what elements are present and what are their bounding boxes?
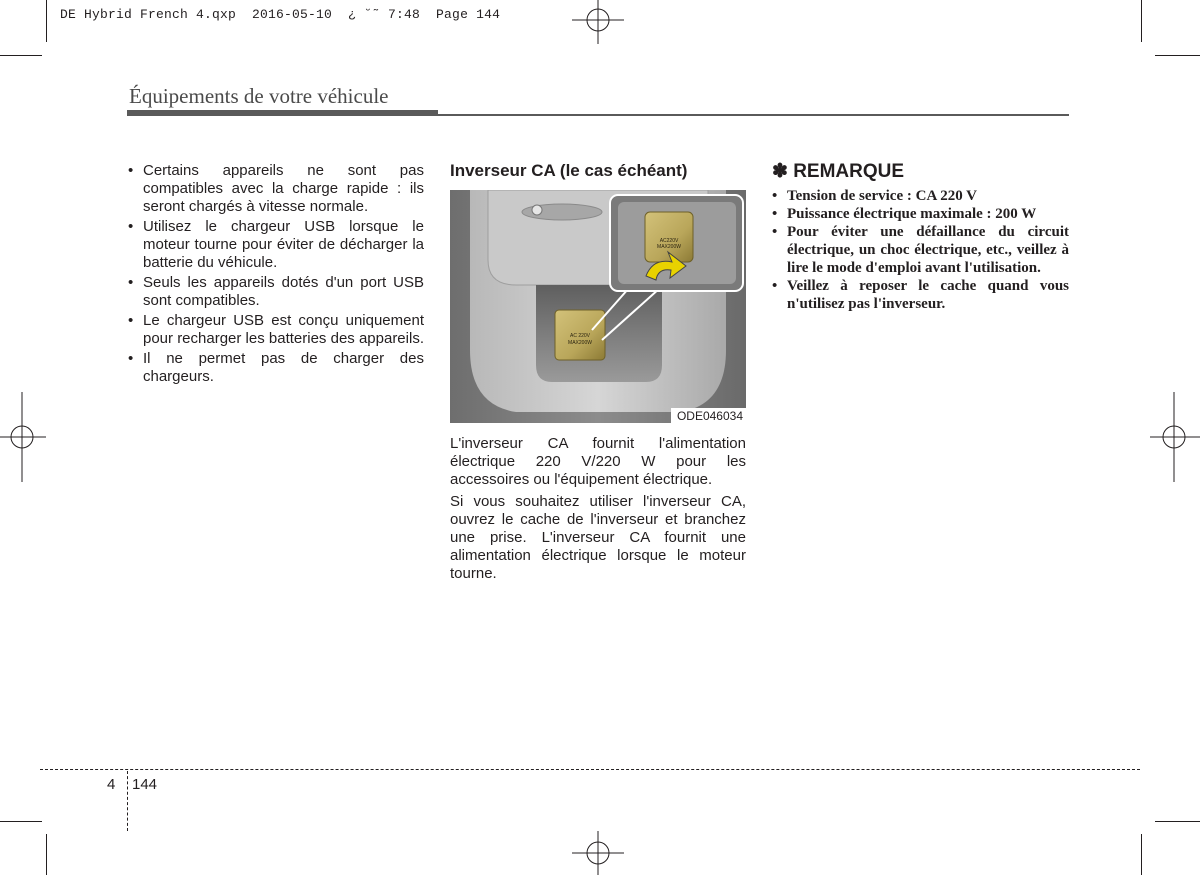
paragraph: L'inverseur CA fournit l'alimentation électrique 220 V/220 W pour les accessoires ou l'équipement électrique. <box>450 435 746 488</box>
registration-mark-icon <box>1150 392 1200 482</box>
list-item: • Seuls les appareils dotés d'un port USB sont compatibles. <box>126 274 424 310</box>
section-heading: Inverseur CA (le cas échéant) <box>450 161 688 180</box>
usb-notes-list <box>126 162 424 386</box>
section-title: Équipements de votre véhicule <box>129 84 389 108</box>
crop-mark <box>46 834 47 875</box>
list-item: • Le chargeur USB est conçu uniquement pour recharger les batteries des appareils. <box>126 312 424 348</box>
crop-mark <box>0 55 42 56</box>
registration-mark-icon <box>572 0 624 44</box>
page-number: 144 <box>132 776 158 793</box>
socket-label: AC220V <box>659 238 679 244</box>
left-column <box>126 162 424 388</box>
paragraph: Si vous souhaitez utiliser l'inverseur CA, ouvrez le cache de l'inverseur et branchez une prise. L'inverseur CA fournit une alimentation électrique lorsque le moteur tourne. <box>450 493 746 582</box>
socket-label: MAX200W <box>657 244 681 250</box>
inverter-figure <box>450 190 746 423</box>
title-rule-thin <box>438 114 1069 116</box>
remark-title: ✽ REMARQUE <box>772 161 905 182</box>
list-item: • Veillez à reposer le cache quand vous n'utilisez pas l'inverseur. <box>772 277 1069 313</box>
socket-label: AC 220V <box>569 333 591 339</box>
crop-mark <box>1141 0 1142 42</box>
registration-mark-icon <box>0 392 46 482</box>
list-item: • Utilisez le chargeur USB lorsque le moteur tourne pour éviter de décharger la batterie du véhicule. <box>126 218 424 272</box>
figure-code: ODE046034 <box>671 408 746 423</box>
crop-mark <box>1155 55 1200 56</box>
title-rule <box>127 110 438 116</box>
remark-list <box>772 187 1069 313</box>
console-illustration <box>450 190 746 423</box>
socket-label: MAX200W <box>568 340 592 346</box>
list-item: • Puissance électrique maximale : 200 W <box>772 205 1069 223</box>
crop-mark <box>0 821 42 822</box>
footer-rule <box>40 769 1140 770</box>
registration-mark-icon <box>572 831 624 875</box>
right-column <box>772 160 1069 313</box>
list-item: • Pour éviter une défaillance du circuit électrique, un choc électrique, etc., veillez à lire le mode d'emploi avant l'utilisation. <box>772 223 1069 277</box>
crop-mark <box>1141 834 1142 875</box>
crop-mark <box>46 0 47 42</box>
list-item: • Il ne permet pas de charger des chargeurs. <box>126 350 424 386</box>
crop-mark <box>1155 821 1200 822</box>
middle-column <box>450 160 746 587</box>
chapter-number: 4 <box>107 776 116 793</box>
list-item: • Tension de service : CA 220 V <box>772 187 1069 205</box>
print-slug: DE Hybrid French 4.qxp 2016-05-10 ¿ ˘˜ 7:48 Page 144 <box>60 7 501 22</box>
footer-divider <box>127 771 128 831</box>
list-item: • Certains appareils ne sont pas compatibles avec la charge rapide : ils seront chargés à vitesse normale. <box>126 162 424 216</box>
